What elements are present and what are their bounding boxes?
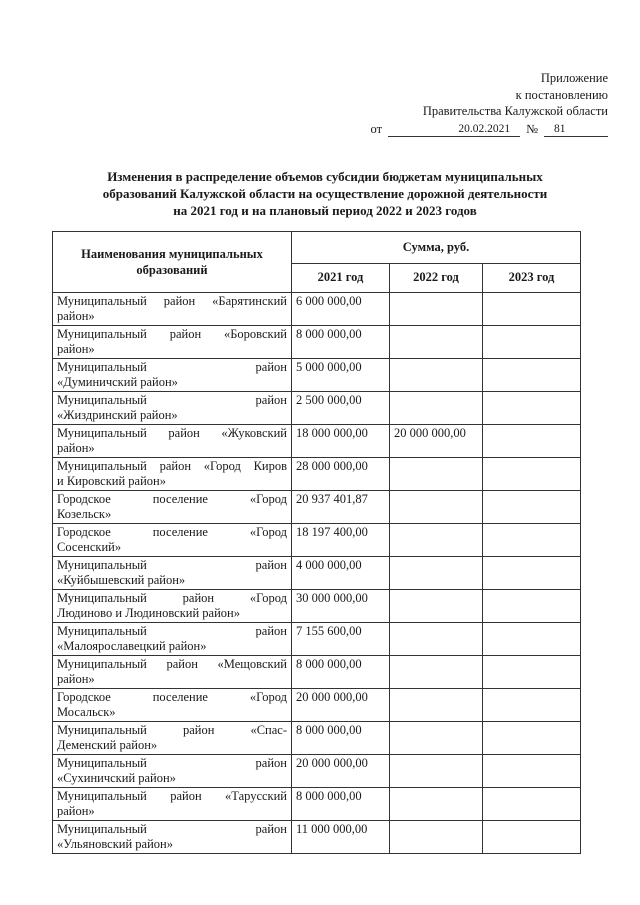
amount-2023 bbox=[483, 821, 581, 854]
municipality-name-line-1: Городское поселение «Город bbox=[57, 525, 287, 539]
header-year-2023: 2023 год bbox=[483, 263, 581, 292]
amount-2022 bbox=[390, 689, 483, 722]
amount-2021: 6 000 000,00 bbox=[292, 293, 390, 326]
municipality-name-line-2: и Кировский район» bbox=[57, 474, 166, 488]
amount-2023 bbox=[483, 755, 581, 788]
municipality-name-line-1: Городское поселение «Город bbox=[57, 690, 287, 704]
appendix-label: Приложение bbox=[540, 71, 608, 85]
municipality-name-line-2: «Сухиничский район» bbox=[57, 771, 176, 785]
amount-2022 bbox=[390, 821, 483, 854]
table-body bbox=[53, 293, 581, 854]
table-row bbox=[53, 623, 581, 656]
number-prefix: № bbox=[526, 121, 538, 136]
municipality-name-line-2: «Малоярославецкий район» bbox=[57, 639, 207, 653]
municipality-name-cell bbox=[53, 821, 292, 854]
amount-2021: 20 000 000,00 bbox=[292, 689, 390, 722]
municipality-name-cell bbox=[53, 425, 292, 458]
table-row bbox=[53, 491, 581, 524]
table-row bbox=[53, 293, 581, 326]
municipality-name-cell bbox=[53, 491, 292, 524]
municipality-name-cell bbox=[53, 359, 292, 392]
amount-2022 bbox=[390, 458, 483, 491]
appendix-decree-ref: к постановлению bbox=[515, 87, 608, 102]
municipality-name-line-2: «Ульяновский район» bbox=[57, 837, 173, 851]
document-title bbox=[60, 168, 590, 219]
appendix-date-line bbox=[368, 121, 608, 138]
amount-2023 bbox=[483, 788, 581, 821]
appendix-header bbox=[368, 70, 608, 137]
header-year-2022: 2022 год bbox=[390, 263, 483, 292]
amount-2023 bbox=[483, 623, 581, 656]
amount-2021: 8 000 000,00 bbox=[292, 326, 390, 359]
municipality-name-cell bbox=[53, 293, 292, 326]
municipality-name-cell bbox=[53, 524, 292, 557]
amount-2021: 7 155 600,00 bbox=[292, 623, 390, 656]
municipality-name-cell bbox=[53, 689, 292, 722]
title-line-3: на 2021 год и на плановый период 2022 и 2023 годов bbox=[173, 203, 477, 218]
table-row bbox=[53, 656, 581, 689]
amount-2023 bbox=[483, 557, 581, 590]
municipality-name-line-1: Муниципальный район bbox=[57, 393, 287, 407]
amount-2022 bbox=[390, 392, 483, 425]
amount-2023 bbox=[483, 326, 581, 359]
amount-2022 bbox=[390, 326, 483, 359]
amount-2023 bbox=[483, 392, 581, 425]
amount-2021: 8 000 000,00 bbox=[292, 788, 390, 821]
amount-2021: 28 000 000,00 bbox=[292, 458, 390, 491]
table-row bbox=[53, 689, 581, 722]
table-row bbox=[53, 821, 581, 854]
amount-2022 bbox=[390, 623, 483, 656]
municipality-name-cell bbox=[53, 755, 292, 788]
municipality-name-cell bbox=[53, 557, 292, 590]
amount-2023 bbox=[483, 524, 581, 557]
amount-2021: 2 500 000,00 bbox=[292, 392, 390, 425]
table-row bbox=[53, 788, 581, 821]
amount-2021: 18 000 000,00 bbox=[292, 425, 390, 458]
amount-2022 bbox=[390, 788, 483, 821]
amount-2022 bbox=[390, 755, 483, 788]
amount-2023 bbox=[483, 293, 581, 326]
appendix-government: Правительства Калужской области bbox=[422, 104, 608, 118]
amount-2022 bbox=[390, 491, 483, 524]
amount-2022 bbox=[390, 524, 483, 557]
municipality-name-line-2: «Думиничский район» bbox=[57, 375, 178, 389]
municipality-name-line-1: Муниципальный район «Тарусский bbox=[57, 789, 287, 803]
table-row bbox=[53, 755, 581, 788]
amount-2021: 11 000 000,00 bbox=[292, 821, 390, 854]
municipality-name-line-2: «Куйбышевский район» bbox=[57, 573, 186, 587]
municipality-name-cell bbox=[53, 326, 292, 359]
municipality-name-line-1: Городское поселение «Город bbox=[57, 492, 287, 506]
header-year-2021: 2021 год bbox=[292, 263, 390, 292]
amount-2022 bbox=[390, 557, 483, 590]
municipality-name-line-1: Муниципальный район «Жуковский bbox=[57, 426, 287, 440]
decree-date: 20.02.2021 bbox=[388, 122, 520, 137]
municipality-name-cell bbox=[53, 722, 292, 755]
municipality-name-line-2: Сосенский» bbox=[57, 540, 122, 554]
amount-2023 bbox=[483, 722, 581, 755]
municipality-name-cell bbox=[53, 590, 292, 623]
amount-2021: 8 000 000,00 bbox=[292, 656, 390, 689]
amount-2021: 5 000 000,00 bbox=[292, 359, 390, 392]
municipality-name-line-2: район» bbox=[57, 804, 95, 818]
table-row bbox=[53, 326, 581, 359]
amount-2023 bbox=[483, 590, 581, 623]
amount-2021: 18 197 400,00 bbox=[292, 524, 390, 557]
amount-2023 bbox=[483, 359, 581, 392]
amount-2023 bbox=[483, 425, 581, 458]
amount-2023 bbox=[483, 491, 581, 524]
amount-2021: 4 000 000,00 bbox=[292, 557, 390, 590]
amount-2021: 8 000 000,00 bbox=[292, 722, 390, 755]
municipality-name-line-2: Деменский район» bbox=[57, 738, 158, 752]
municipality-name-line-1: Муниципальный район «Барятинский bbox=[57, 294, 287, 308]
municipality-name-line-1: Муниципальный район «Спас- bbox=[57, 723, 287, 737]
amount-2023 bbox=[483, 656, 581, 689]
municipality-name-cell bbox=[53, 656, 292, 689]
table-row bbox=[53, 425, 581, 458]
municipality-name-line-1: Муниципальный район bbox=[57, 756, 287, 770]
municipality-name-line-2: Людиново и Людиновский район» bbox=[57, 606, 240, 620]
municipality-name-cell bbox=[53, 788, 292, 821]
table-row bbox=[53, 392, 581, 425]
municipality-name-line-1: Муниципальный район bbox=[57, 360, 287, 374]
municipality-name-line-1: Муниципальный район bbox=[57, 558, 287, 572]
municipality-name-line-2: район» bbox=[57, 672, 95, 686]
header-sum: Сумма, руб. bbox=[292, 232, 581, 264]
table-row bbox=[53, 722, 581, 755]
decree-number: 81 bbox=[544, 122, 608, 137]
table-row bbox=[53, 590, 581, 623]
municipality-name-cell bbox=[53, 458, 292, 491]
amount-2022 bbox=[390, 590, 483, 623]
title-line-1: Изменения в распределение объемов субсидии бюджетам муниципальных bbox=[107, 169, 543, 184]
municipality-name-line-1: Муниципальный район «Город bbox=[57, 591, 287, 605]
amount-2023 bbox=[483, 458, 581, 491]
municipality-name-line-2: район» bbox=[57, 342, 95, 356]
municipality-name-line-1: Муниципальный район «Мещовский bbox=[57, 657, 287, 671]
amount-2021: 20 937 401,87 bbox=[292, 491, 390, 524]
municipality-name-line-2: район» bbox=[57, 309, 95, 323]
amount-2021: 20 000 000,00 bbox=[292, 755, 390, 788]
municipality-name-line-2: «Жиздринский район» bbox=[57, 408, 178, 422]
table-row bbox=[53, 524, 581, 557]
amount-2021: 30 000 000,00 bbox=[292, 590, 390, 623]
table-row bbox=[53, 557, 581, 590]
municipality-name-line-1: Муниципальный район «Боровский bbox=[57, 327, 287, 341]
title-line-2: образований Калужской области на осуществление дорожной деятельности bbox=[102, 186, 548, 201]
municipality-name-line-1: Муниципальный район bbox=[57, 822, 287, 836]
municipality-name-cell bbox=[53, 392, 292, 425]
header-municipality: Наименования муниципальных образований bbox=[53, 232, 292, 293]
municipality-name-line-2: Мосальск» bbox=[57, 705, 116, 719]
amount-2022: 20 000 000,00 bbox=[390, 425, 483, 458]
municipality-name-line-2: район» bbox=[57, 441, 95, 455]
municipality-name-cell bbox=[53, 623, 292, 656]
subsidy-table bbox=[52, 231, 581, 854]
date-prefix: от bbox=[370, 121, 383, 136]
table-row bbox=[53, 458, 581, 491]
amount-2022 bbox=[390, 293, 483, 326]
municipality-name-line-1: Муниципальный район bbox=[57, 624, 287, 638]
amount-2023 bbox=[483, 689, 581, 722]
table-row bbox=[53, 359, 581, 392]
amount-2022 bbox=[390, 359, 483, 392]
municipality-name-line-1: Муниципальный район «Город Киров bbox=[57, 459, 287, 473]
amount-2022 bbox=[390, 656, 483, 689]
amount-2022 bbox=[390, 722, 483, 755]
municipality-name-line-2: Козельск» bbox=[57, 507, 112, 521]
